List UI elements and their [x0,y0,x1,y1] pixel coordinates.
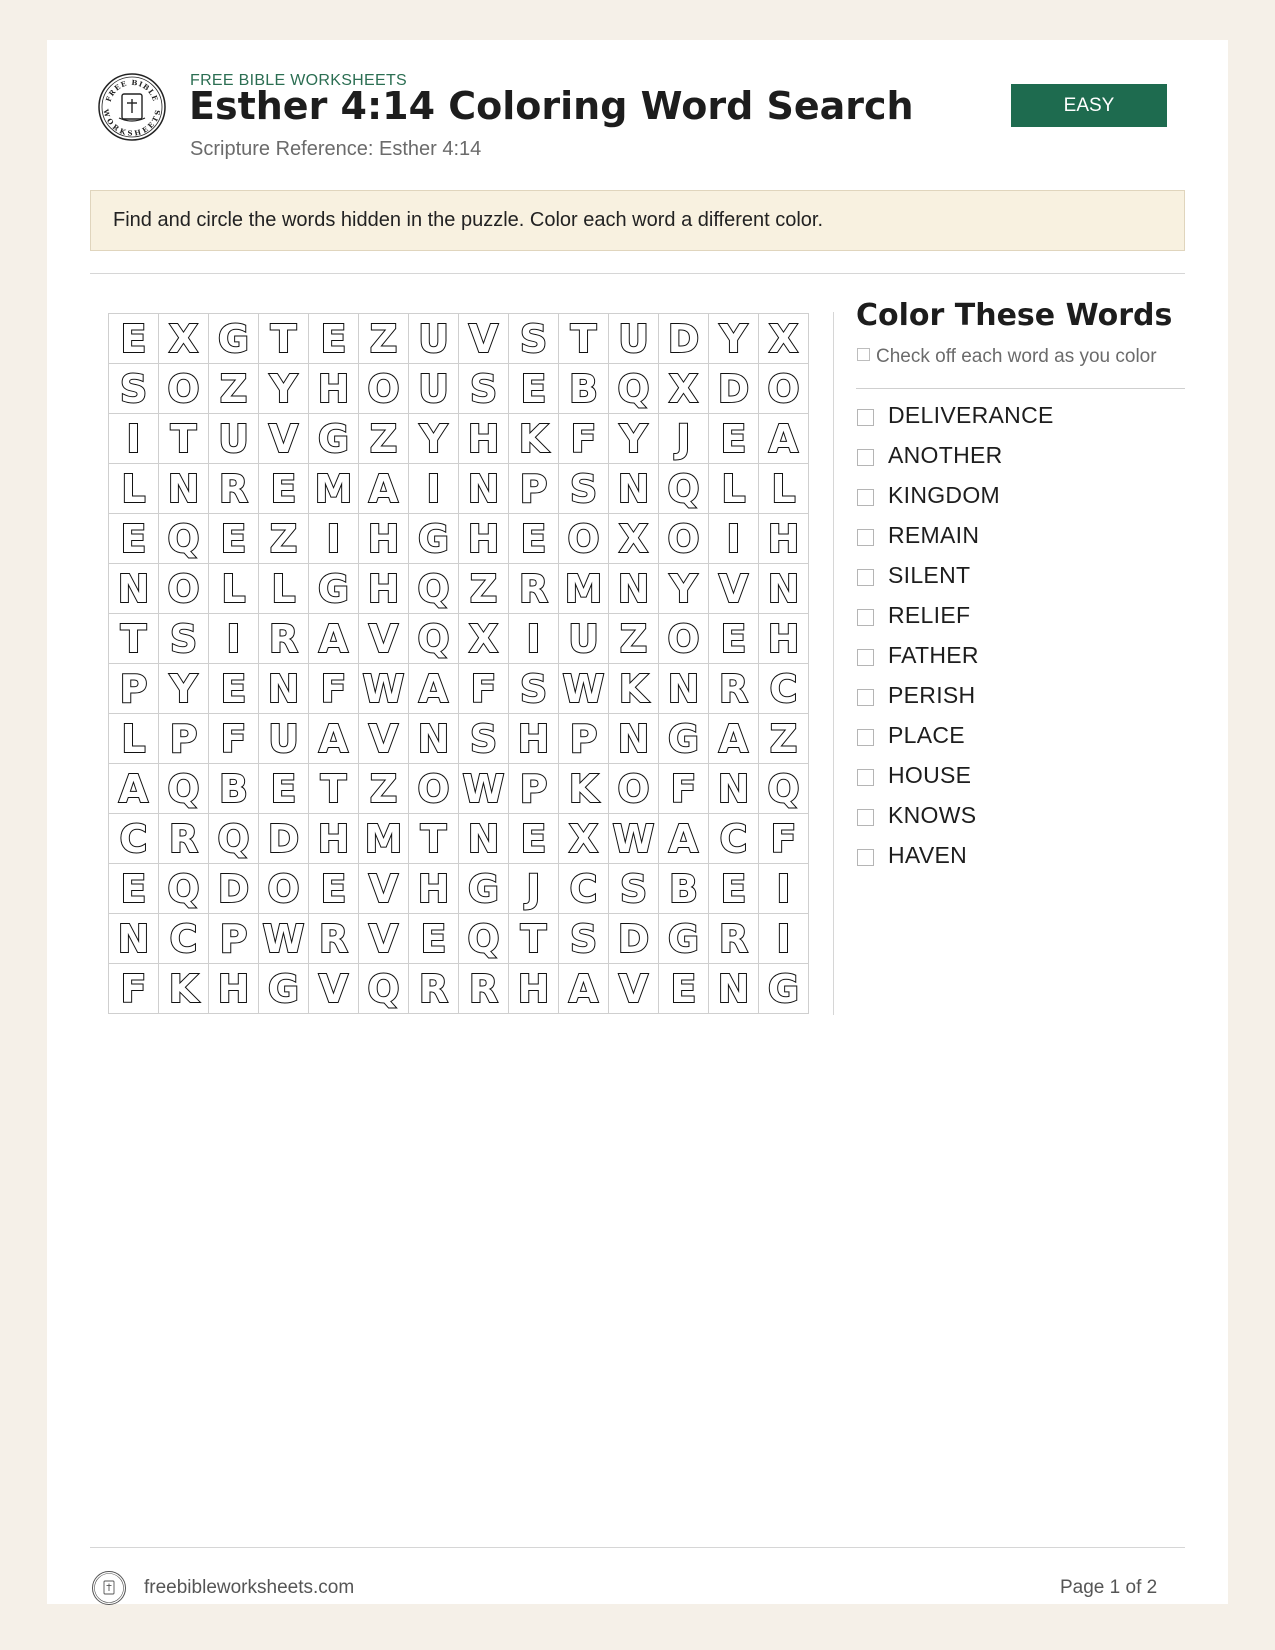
brand-label: FREE BIBLE WORKSHEETS [190,72,408,89]
grid-cell[interactable]: L [109,714,159,764]
grid-cell[interactable]: E [309,314,359,364]
grid-cell[interactable]: O [659,614,709,664]
grid-cell[interactable]: J [659,414,709,464]
grid-cell[interactable]: Q [759,764,809,814]
grid-cell[interactable]: R [709,914,759,964]
grid-cell[interactable]: E [509,814,559,864]
grid-cell[interactable]: U [409,314,459,364]
grid-cell[interactable]: V [359,714,409,764]
word-checkbox[interactable] [857,449,874,466]
word-list-item [856,435,1054,475]
grid-cell[interactable]: E [209,514,259,564]
grid-cell[interactable]: W [459,764,509,814]
grid-cell[interactable]: R [209,464,259,514]
grid-cell[interactable]: H [459,514,509,564]
grid-cell[interactable]: N [409,714,459,764]
grid-cell[interactable]: E [309,864,359,914]
grid-cell[interactable]: Z [359,764,409,814]
grid-cell[interactable]: K [559,764,609,814]
grid-cell[interactable]: C [159,914,209,964]
grid-cell[interactable]: C [109,814,159,864]
word-label: REMAIN [888,521,980,548]
grid-cell[interactable]: N [709,964,759,1014]
grid-cell[interactable]: H [509,964,559,1014]
grid-cell[interactable]: W [259,914,309,964]
grid-cell[interactable]: G [309,414,359,464]
grid-cell[interactable]: A [409,664,459,714]
grid-cell[interactable]: T [109,614,159,664]
grid-cell[interactable]: B [209,764,259,814]
word-checkbox[interactable] [857,529,874,546]
grid-cell[interactable]: E [709,414,759,464]
word-list-item [856,715,1054,755]
grid-cell[interactable]: G [409,514,459,564]
word-checkbox[interactable] [857,409,874,426]
grid-cell[interactable]: G [309,564,359,614]
grid-cell[interactable]: A [309,714,359,764]
word-checkbox[interactable] [857,729,874,746]
grid-cell[interactable]: V [609,964,659,1014]
grid-cell[interactable]: J [509,864,559,914]
grid-cell[interactable]: L [209,564,259,614]
vertical-divider [833,312,834,1015]
grid-cell[interactable]: I [709,514,759,564]
grid-cell[interactable]: N [159,464,209,514]
grid-cell[interactable]: Y [409,414,459,464]
grid-cell[interactable]: Z [359,314,409,364]
grid-cell[interactable]: S [459,364,509,414]
worksheet-page [47,40,1228,1604]
grid-cell[interactable]: L [259,564,309,614]
grid-cell[interactable]: T [159,414,209,464]
grid-cell[interactable]: S [509,314,559,364]
grid-cell[interactable]: R [309,914,359,964]
grid-cell[interactable]: H [409,864,459,914]
word-list [856,395,1054,875]
word-checkbox[interactable] [857,809,874,826]
word-label: ANOTHER [888,441,1003,468]
grid-cell[interactable]: I [309,514,359,564]
word-checkbox[interactable] [857,609,874,626]
grid-cell[interactable]: Y [159,664,209,714]
grid-cell[interactable]: Q [159,514,209,564]
word-list-item [856,475,1054,515]
grid-cell[interactable]: M [359,814,409,864]
grid-cell[interactable]: I [109,414,159,464]
grid-cell[interactable]: H [359,564,409,614]
grid-cell[interactable]: Q [159,864,209,914]
footer-site: freebibleworksheets.com [144,1577,355,1598]
word-list-subtitle-text: Check off each word as you color [876,346,1157,367]
word-list-item [856,395,1054,435]
grid-cell[interactable]: X [659,364,709,414]
instructions-box: Find and circle the words hidden in the puzzle. Color each word a different color. [90,190,1185,251]
grid-cell[interactable]: T [509,914,559,964]
grid-cell[interactable]: H [759,614,809,664]
grid-cell[interactable]: S [559,914,609,964]
grid-cell[interactable]: U [209,414,259,464]
grid-cell[interactable]: Y [709,314,759,364]
grid-cell[interactable]: Q [409,564,459,614]
svg-text:WORKSHEETS: WORKSHEETS [101,108,163,138]
svg-text:FREE BIBLE: FREE BIBLE [103,77,161,103]
grid-cell[interactable]: N [709,764,759,814]
page-title: Esther 4:14 Coloring Word Search [189,84,914,128]
word-checkbox[interactable] [857,569,874,586]
grid-cell[interactable]: A [359,464,409,514]
grid-cell[interactable]: E [509,364,559,414]
grid-cell[interactable]: I [759,914,809,964]
divider [90,273,1185,274]
grid-cell[interactable]: S [109,364,159,414]
grid-cell[interactable]: F [759,814,809,864]
grid-cell[interactable]: T [409,814,459,864]
grid-cell[interactable]: P [109,664,159,714]
grid-cell[interactable]: Z [359,414,409,464]
grid-cell[interactable]: O [159,364,209,414]
grid-cell[interactable]: R [259,614,309,664]
grid-cell[interactable]: N [109,914,159,964]
checkbox-icon [857,348,870,361]
grid-cell[interactable]: O [409,764,459,814]
grid-cell[interactable]: N [459,464,509,514]
grid-cell[interactable]: P [159,714,209,764]
grid-cell[interactable]: Y [609,414,659,464]
grid-cell[interactable]: I [409,464,459,514]
divider [856,388,1185,389]
grid-cell[interactable]: T [309,764,359,814]
difficulty-badge: EASY [1011,84,1167,127]
grid-cell[interactable]: X [759,314,809,364]
grid-cell[interactable]: E [209,664,259,714]
grid-cell[interactable]: O [159,564,209,614]
grid-cell[interactable]: O [359,364,409,414]
word-list-subtitle [857,346,1157,368]
scripture-reference: Scripture Reference: Esther 4:14 [190,138,482,160]
grid-cell[interactable]: W [559,664,609,714]
word-label: DELIVERANCE [888,401,1054,428]
grid-cell[interactable]: D [659,314,709,364]
grid-cell[interactable]: Z [759,714,809,764]
grid-cell[interactable]: U [609,314,659,364]
divider [90,1547,1185,1548]
grid-cell[interactable]: S [459,714,509,764]
grid-cell[interactable]: L [109,464,159,514]
grid-cell[interactable]: G [209,314,259,364]
grid-cell[interactable]: P [209,914,259,964]
grid-cell[interactable]: H [209,964,259,1014]
word-checkbox[interactable] [857,769,874,786]
grid-cell[interactable]: S [559,464,609,514]
word-checkbox[interactable] [857,689,874,706]
grid-cell[interactable]: C [709,814,759,864]
grid-cell[interactable]: N [459,814,509,864]
grid-cell[interactable]: U [259,714,309,764]
word-label: FATHER [888,641,979,668]
grid-cell[interactable]: A [659,814,709,864]
word-label: SILENT [888,561,971,588]
grid-cell[interactable]: R [159,814,209,864]
grid-cell[interactable]: G [459,864,509,914]
grid-cell[interactable]: T [259,314,309,364]
grid-cell[interactable]: A [309,614,359,664]
grid-cell[interactable]: I [509,614,559,664]
grid-cell[interactable]: N [759,564,809,614]
bible-logo-icon [91,1570,127,1606]
grid-cell[interactable]: X [159,314,209,364]
grid-cell[interactable]: D [259,814,309,864]
word-label: PLACE [888,721,965,748]
grid-cell[interactable]: H [309,364,359,414]
grid-cell[interactable]: D [209,864,259,914]
grid-cell[interactable]: T [559,314,609,364]
grid-cell[interactable]: E [259,464,309,514]
grid-cell[interactable]: N [109,564,159,614]
grid-cell[interactable]: P [559,714,609,764]
grid-cell[interactable]: N [259,664,309,714]
word-search-grid [108,313,809,1014]
grid-cell[interactable]: O [759,364,809,414]
grid-cell[interactable]: A [559,964,609,1014]
grid-cell[interactable]: F [659,764,709,814]
grid-cell[interactable]: R [459,964,509,1014]
grid-cell[interactable]: Z [209,364,259,414]
word-label: PERISH [888,681,976,708]
grid-cell[interactable]: U [559,614,609,664]
grid-cell[interactable]: M [309,464,359,514]
word-label: KNOWS [888,801,977,828]
grid-cell[interactable]: Y [259,364,309,414]
grid-cell[interactable]: O [609,764,659,814]
grid-cell[interactable]: E [409,914,459,964]
grid-cell[interactable]: F [559,414,609,464]
word-list-item [856,755,1054,795]
word-list-title: Color These Words [856,298,1173,333]
word-list-item [856,635,1054,675]
grid-cell[interactable]: B [659,864,709,914]
grid-cell[interactable]: Z [259,514,309,564]
grid-cell[interactable]: S [159,614,209,664]
grid-cell[interactable]: E [709,614,759,664]
grid-cell[interactable]: Q [609,364,659,414]
grid-cell[interactable]: E [659,964,709,1014]
grid-cell[interactable]: F [209,714,259,764]
grid-cell[interactable]: H [509,714,559,764]
grid-cell[interactable]: D [709,364,759,414]
word-checkbox[interactable] [857,849,874,866]
grid-cell[interactable]: Q [359,964,409,1014]
word-list-item [856,675,1054,715]
footer-page-number: Page 1 of 2 [1060,1577,1158,1598]
bible-logo-icon [97,72,167,142]
grid-cell[interactable]: P [509,464,559,514]
grid-cell[interactable]: N [609,714,659,764]
grid-cell[interactable]: H [759,514,809,564]
word-list-item [856,555,1054,595]
grid-cell[interactable]: E [109,864,159,914]
grid-cell[interactable]: F [109,964,159,1014]
grid-cell[interactable]: E [109,314,159,364]
grid-cell[interactable]: G [659,714,709,764]
grid-cell[interactable]: F [309,664,359,714]
grid-cell[interactable]: I [209,614,259,664]
word-label: HAVEN [888,841,968,868]
grid-cell[interactable]: Z [459,564,509,614]
grid-cell[interactable]: E [109,514,159,564]
grid-cell[interactable]: G [759,964,809,1014]
grid-cell[interactable]: E [259,764,309,814]
word-list-item [856,595,1054,635]
grid-cell[interactable]: P [509,764,559,814]
grid-cell[interactable]: Q [659,464,709,514]
word-label: HOUSE [888,761,972,788]
grid-cell[interactable]: V [359,614,409,664]
grid-cell[interactable]: W [609,814,659,864]
grid-cell[interactable]: L [759,464,809,514]
word-list-item [856,835,1054,875]
grid-cell[interactable]: U [409,364,459,414]
grid-cell[interactable]: I [759,864,809,914]
grid-cell[interactable]: B [559,364,609,414]
grid-cell[interactable]: O [659,514,709,564]
grid-cell[interactable]: G [659,914,709,964]
grid-cell[interactable]: K [509,414,559,464]
grid-cell[interactable]: L [709,464,759,514]
grid-cell[interactable]: Q [409,614,459,664]
grid-cell[interactable]: Z [609,614,659,664]
grid-cell[interactable]: O [559,514,609,564]
word-list-item [856,515,1054,555]
grid-cell[interactable]: K [159,964,209,1014]
grid-cell[interactable]: M [559,564,609,614]
word-label: RELIEF [888,601,971,628]
word-checkbox[interactable] [857,649,874,666]
grid-cell[interactable]: E [509,514,559,564]
grid-cell[interactable]: A [709,714,759,764]
grid-cell[interactable]: G [259,964,309,1014]
grid-cell[interactable]: Y [659,564,709,614]
grid-cell[interactable]: C [759,664,809,714]
grid-cell[interactable]: R [509,564,559,614]
grid-cell[interactable]: Q [159,764,209,814]
grid-cell[interactable]: V [459,314,509,364]
grid-cell[interactable]: D [609,914,659,964]
grid-cell[interactable]: V [359,864,409,914]
grid-cell[interactable]: E [709,864,759,914]
grid-cell[interactable]: K [609,664,659,714]
word-list-item [856,795,1054,835]
grid-cell[interactable]: V [709,564,759,614]
grid-cell[interactable]: C [559,864,609,914]
grid-cell[interactable]: S [509,664,559,714]
grid-cell[interactable]: F [459,664,509,714]
grid-cell[interactable]: V [259,414,309,464]
grid-cell[interactable]: N [659,664,709,714]
grid-cell[interactable]: Q [459,914,509,964]
grid-cell[interactable]: H [459,414,509,464]
grid-cell[interactable]: R [709,664,759,714]
grid-cell[interactable]: S [609,864,659,914]
grid-cell[interactable]: Q [209,814,259,864]
grid-cell[interactable]: A [109,764,159,814]
word-checkbox[interactable] [857,489,874,506]
word-label: KINGDOM [888,481,1000,508]
grid-cell[interactable]: H [359,514,409,564]
grid-cell[interactable]: W [359,664,409,714]
grid-cell[interactable]: V [309,964,359,1014]
grid-cell[interactable]: H [309,814,359,864]
grid-cell[interactable]: N [609,464,659,514]
grid-cell[interactable]: X [459,614,509,664]
grid-cell[interactable]: N [609,564,659,614]
grid-cell[interactable]: R [409,964,459,1014]
grid-cell[interactable]: V [359,914,409,964]
grid-cell[interactable]: A [759,414,809,464]
grid-cell[interactable]: X [559,814,609,864]
grid-cell[interactable]: O [259,864,309,914]
grid-cell[interactable]: X [609,514,659,564]
